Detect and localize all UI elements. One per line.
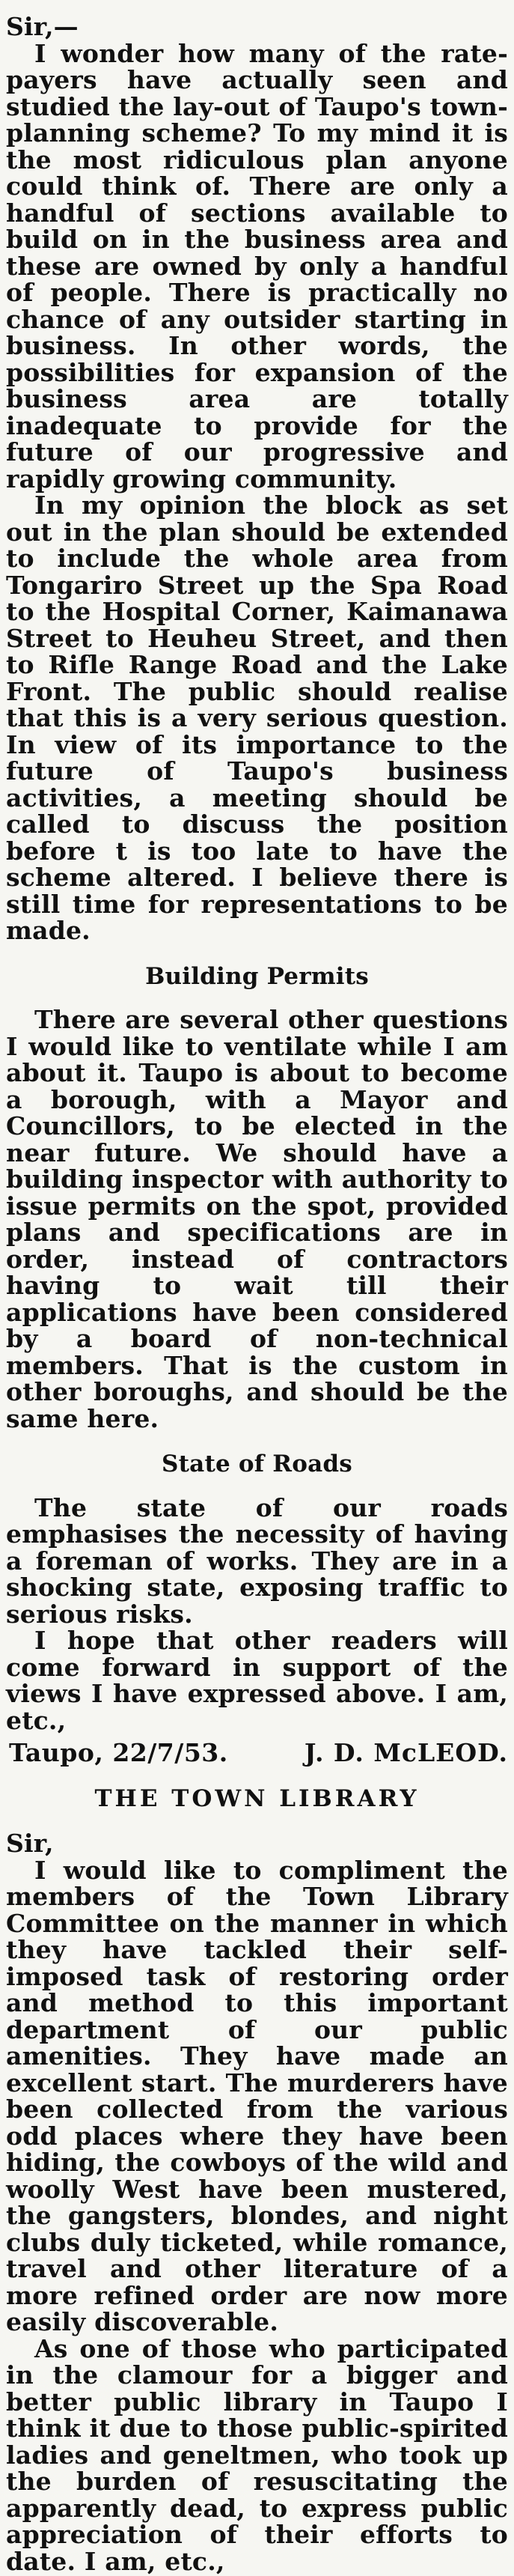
letter1-salutation: Sir,— xyxy=(6,12,79,41)
letter2-salutation: Sir, xyxy=(6,1829,54,1858)
letter1-signature-line xyxy=(6,1740,508,1767)
place-date: Taupo, 22/7/53. xyxy=(9,1738,228,1767)
signature: J. D. McLEOD. xyxy=(304,1738,508,1767)
roads-paragraph-1: The state of our roads emphasises the necessity of having a foreman of works. They are in a shocking state, exposing traffic to serious risks. xyxy=(6,1492,508,1629)
heading-state-of-roads: State of Roads xyxy=(162,1450,352,1477)
heading-town-library: THE TOWN LIBRARY xyxy=(94,1784,420,1812)
letter1-paragraph-2: In my opinion the block as set out in the plan should be extended to include the whole area from Tongariro Street up the Spa Road to the Hospital Corner, Kaimanawa Street to Heuheu Street, and then to Rifle Range Road and the Lake Front. The public should realise that this is a very serious question. In view of its importance to the future of Taupo's business activities, a meeting should be called to discuss the position before t is too late to have the scheme altered. I believe there is still time for representations to be made. xyxy=(6,490,508,945)
letter2-paragraph-2: As one of those who participated in the clamour for a bigger and better public library in Taupo I think it due to those public-spirited ladies and geneltmen, who took up the burden of resuscitating the apparently dead, to express public appreciation of their efforts to date. I am, etc., xyxy=(6,2333,508,2576)
letter1-paragraph-1: I wonder how many of the rate-payers have actually seen and studied the lay-out of Taupo's town-planning scheme? To my mind it is the most ridiculous plan anyone could think of. There are only a handful of sections available to build on in the business area and these are owned by only a handful of people. There is practically no chance of any outsider starting in business. In other words, the possibilities for expansion of the business area are totally inadequate to provide for the future of our progressive and rapidly growing community. xyxy=(6,38,508,493)
building-permits-paragraph: There are several other questions I would like to ventilate while I am about it. Taupo is about to become a borough, with a Mayor and Councillors, to be elected in the near future. We should have a building inspector with authority to issue permits on the spot, provided plans and specifications are in order, instead of contractors having to wait till their applications have been considered by a board of non-technical members. That is the custom in other boroughs, and should be the same here. xyxy=(6,1005,508,1433)
heading-building-permits: Building Permits xyxy=(145,962,369,990)
letter2-paragraph-1: I would like to compliment the members of the Town Library Committee on the manner in which they have tackled their self-imposed task of restoring order and method to this important department of our public amenities. They have made an excellent start. The murderers have been collected from the various odd places where they have been hiding, the cowboys of the wild and woolly West have been mustered, the gangsters, blondes, and night clubs duly ticketed, while romance, travel and other literature of a more refined order are now more easily discoverable. xyxy=(6,1855,508,2336)
roads-paragraph-2: I hope that other readers will come forward in support of the views I have expressed above. I am, etc., xyxy=(6,1626,508,1735)
